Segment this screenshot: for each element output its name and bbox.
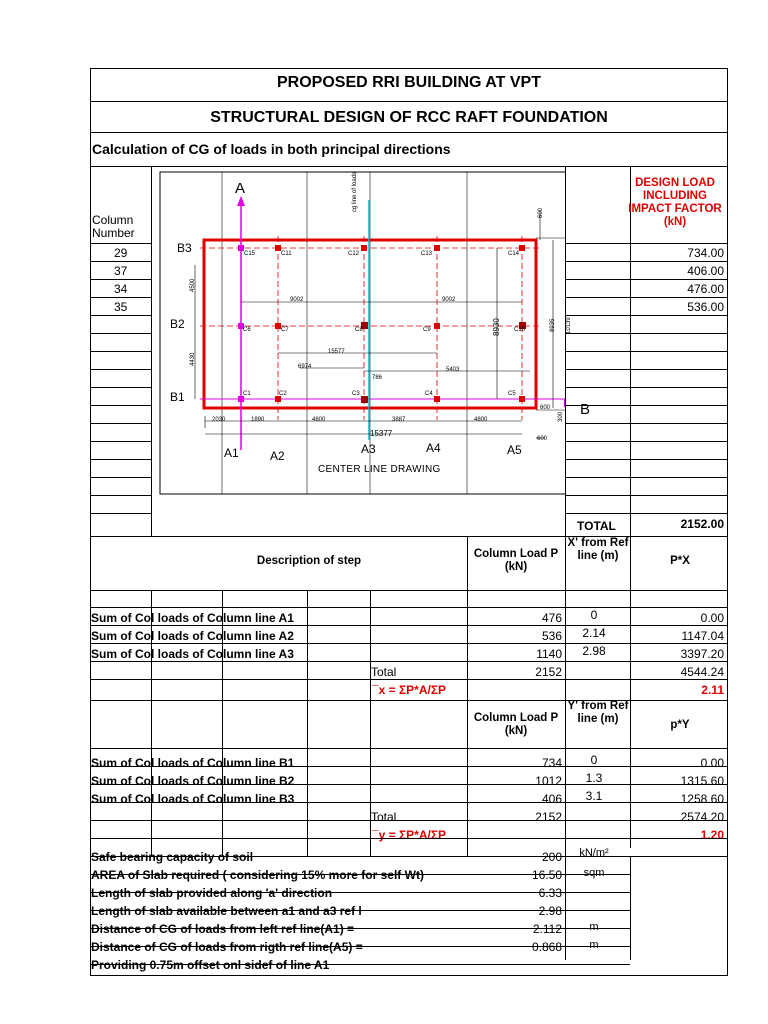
- dimension-label: 4500: [190, 278, 196, 292]
- y-row-load: 406: [541, 792, 562, 806]
- dimension-label: 4800: [474, 417, 488, 423]
- section-heading: Calculation of CG of loads in both principal directions: [92, 141, 451, 157]
- bottom-value: 2.112: [532, 922, 562, 936]
- grid-label-b2: B2: [170, 317, 185, 331]
- grid-label-a5: A5: [507, 443, 522, 457]
- y-row-dist: 1.3: [585, 771, 603, 785]
- bottom-unit: kN/m²: [579, 847, 609, 859]
- bottom-unit: m: [589, 921, 599, 933]
- x-result: 2.11: [701, 683, 724, 697]
- column-label: C9: [423, 327, 431, 333]
- bottom-value: 2.98: [538, 904, 562, 918]
- grid-label-a4: A4: [426, 441, 441, 455]
- bottom-value: 16.50: [531, 868, 562, 882]
- column-label: C1: [243, 391, 251, 397]
- dimension-label: 9002: [442, 297, 456, 303]
- y-row-desc: Sum of Col loads of Column line B3: [91, 792, 295, 806]
- x-load-header: Column Load P (kN): [473, 548, 559, 573]
- dimension-label: 4800: [312, 417, 326, 423]
- y-row-prod: 1315.60: [680, 774, 724, 788]
- y-load-header: Column Load P (kN): [473, 712, 559, 737]
- y-formula: ¯y = ΣP*A/ΣP: [372, 828, 447, 842]
- dimension-label: 300: [558, 411, 564, 422]
- design-load: 734.00: [687, 246, 724, 260]
- column-number: 37: [114, 264, 128, 278]
- page-subtitle: STRUCTURAL DESIGN OF RCC RAFT FOUNDATION: [210, 109, 608, 126]
- column-label: C13: [421, 251, 433, 257]
- y-row-dist: 3.1: [585, 789, 603, 803]
- bottom-desc: Distance of CG of loads from rigth ref line(A5) =: [91, 940, 363, 954]
- bottom-desc: AREA of Slab required ( considering 15% more for self Wt): [91, 868, 424, 882]
- y-row-desc: Sum of Col loads of Column line B1: [91, 756, 295, 770]
- design-load-header: DESIGN LOAD INCLUDING IMPACT FACTOR (kN): [628, 177, 722, 228]
- dimension-label: 15377: [370, 429, 393, 438]
- dimension-label: 4430: [190, 352, 196, 366]
- column-number: 35: [114, 300, 128, 314]
- dimension-label: 15577: [328, 349, 345, 355]
- dimension-label: 600: [540, 405, 551, 411]
- bottom-unit: m: [589, 939, 599, 951]
- design-load: 406.00: [687, 264, 724, 278]
- column-label: C15: [244, 251, 256, 257]
- x-row-load: 1140: [536, 647, 562, 661]
- bottom-desc: Distance of CG of loads from left ref line(A1) =: [91, 922, 355, 936]
- column-label: C11: [281, 251, 292, 257]
- grid-label-b3: B3: [177, 241, 192, 255]
- center-line-drawing: [151, 166, 565, 536]
- column-label: C14: [508, 251, 520, 257]
- column-label: C10: [514, 327, 526, 333]
- design-load: 476.00: [687, 282, 724, 296]
- column-label: C8: [355, 327, 363, 333]
- top-total-label: TOTAL: [577, 519, 616, 533]
- y-row-load: 734: [541, 756, 562, 770]
- dimension-label: 600: [537, 436, 548, 442]
- x-row-load: 536: [541, 629, 562, 643]
- dimension-label: 2030: [212, 417, 226, 423]
- x-row-dist: 0: [590, 608, 598, 622]
- y-total-label: Total: [371, 810, 397, 824]
- bottom-value: 0.868: [531, 940, 562, 954]
- y-row-desc: Sum of Col loads of Column line B2: [91, 774, 295, 788]
- bottom-desc: Providing 0.75m offset onl sidef of line A1: [91, 958, 330, 972]
- x-row-desc: Sum of Col loads of Column line A1: [91, 611, 294, 625]
- y-row-prod: 0.00: [700, 756, 724, 770]
- dimension-label: 9002: [290, 297, 304, 303]
- dimension-label: 1890: [251, 417, 265, 423]
- grid-label-a3: A3: [361, 442, 376, 456]
- dimension-label: 6974: [298, 364, 312, 370]
- x-row-desc: Sum of Col loads of Column line A2: [91, 629, 294, 643]
- y-total-prod: 2574.20: [680, 810, 724, 824]
- y-row-dist: 0: [590, 753, 598, 767]
- x-row-prod: 1147.04: [681, 629, 724, 643]
- x-row-load: 476: [541, 611, 562, 625]
- y-result: 1.20: [700, 828, 724, 842]
- x-dist-header: X' from Ref line (m): [567, 537, 629, 562]
- x-formula: ¯x = ΣP*A/ΣP: [372, 683, 447, 697]
- design-load: 536.00: [687, 300, 724, 314]
- column-label: C4: [425, 391, 433, 397]
- x-row-prod: 0.00: [700, 611, 724, 625]
- bottom-value: 6.33: [538, 886, 562, 900]
- y-dist-header: Y' from Ref line (m): [567, 700, 629, 725]
- page-title: PROPOSED RRI BUILDING AT VPT: [276, 74, 541, 91]
- axis-b-label: B: [580, 401, 591, 418]
- drawing-caption: CENTER LINE DRAWING: [318, 464, 441, 475]
- grid-label-a2: A2: [270, 449, 285, 463]
- axis-a-label: A: [235, 180, 246, 197]
- bottom-value: 200: [541, 850, 562, 864]
- column-label: C2: [279, 391, 287, 397]
- column-label: C7: [281, 327, 289, 333]
- y-prod-header: p*Y: [670, 719, 690, 731]
- dimension-label: 5403: [446, 367, 460, 373]
- bottom-desc: Safe bearing capacity of soil: [91, 850, 254, 864]
- x-row-dist: 2.98: [582, 644, 606, 658]
- dimension-label: 10139: [566, 317, 572, 334]
- y-row-prod: 1258.60: [680, 792, 724, 806]
- column-number: 29: [114, 246, 128, 260]
- column-number: 34: [114, 282, 128, 296]
- dimension-label: 600: [538, 207, 544, 218]
- x-row-prod: 3397.20: [680, 647, 724, 661]
- grid-label-b1: B1: [170, 390, 185, 404]
- y-row-load: 1012: [535, 774, 562, 788]
- grid-label-a1: A1: [224, 446, 239, 460]
- x-row-dist: 2.14: [582, 626, 606, 640]
- column-label: C5: [508, 391, 516, 397]
- y-total-load: 2152: [535, 810, 562, 824]
- x-row-desc: Sum of Col loads of Column line A3: [91, 647, 294, 661]
- column-label: C6: [243, 327, 251, 333]
- x-total-load: 2152: [535, 665, 562, 679]
- column-label: C3: [352, 391, 360, 397]
- dimension-label: 786: [372, 375, 383, 381]
- bottom-unit: sqm: [583, 867, 605, 879]
- x-total-label: Total: [371, 665, 397, 679]
- top-total-value: 2152.00: [680, 517, 724, 531]
- bottom-desc: Length of slab available between a1 and a3 ref l: [91, 904, 362, 918]
- dimension-label: 8930: [492, 318, 501, 336]
- x-total-prod: 4544.24: [680, 665, 724, 679]
- cg-line-label: cg line of loads: [352, 171, 358, 212]
- column-number-header: Column Number: [92, 213, 135, 240]
- x-prod-header: P*X: [670, 555, 690, 567]
- column-label: C12: [348, 251, 360, 257]
- x-desc-header: Description of step: [256, 555, 362, 567]
- dimension-label: 3887: [392, 417, 406, 423]
- dimension-label: 8935: [550, 318, 556, 332]
- bottom-desc: Length of slab provided along 'a' direction: [91, 886, 333, 900]
